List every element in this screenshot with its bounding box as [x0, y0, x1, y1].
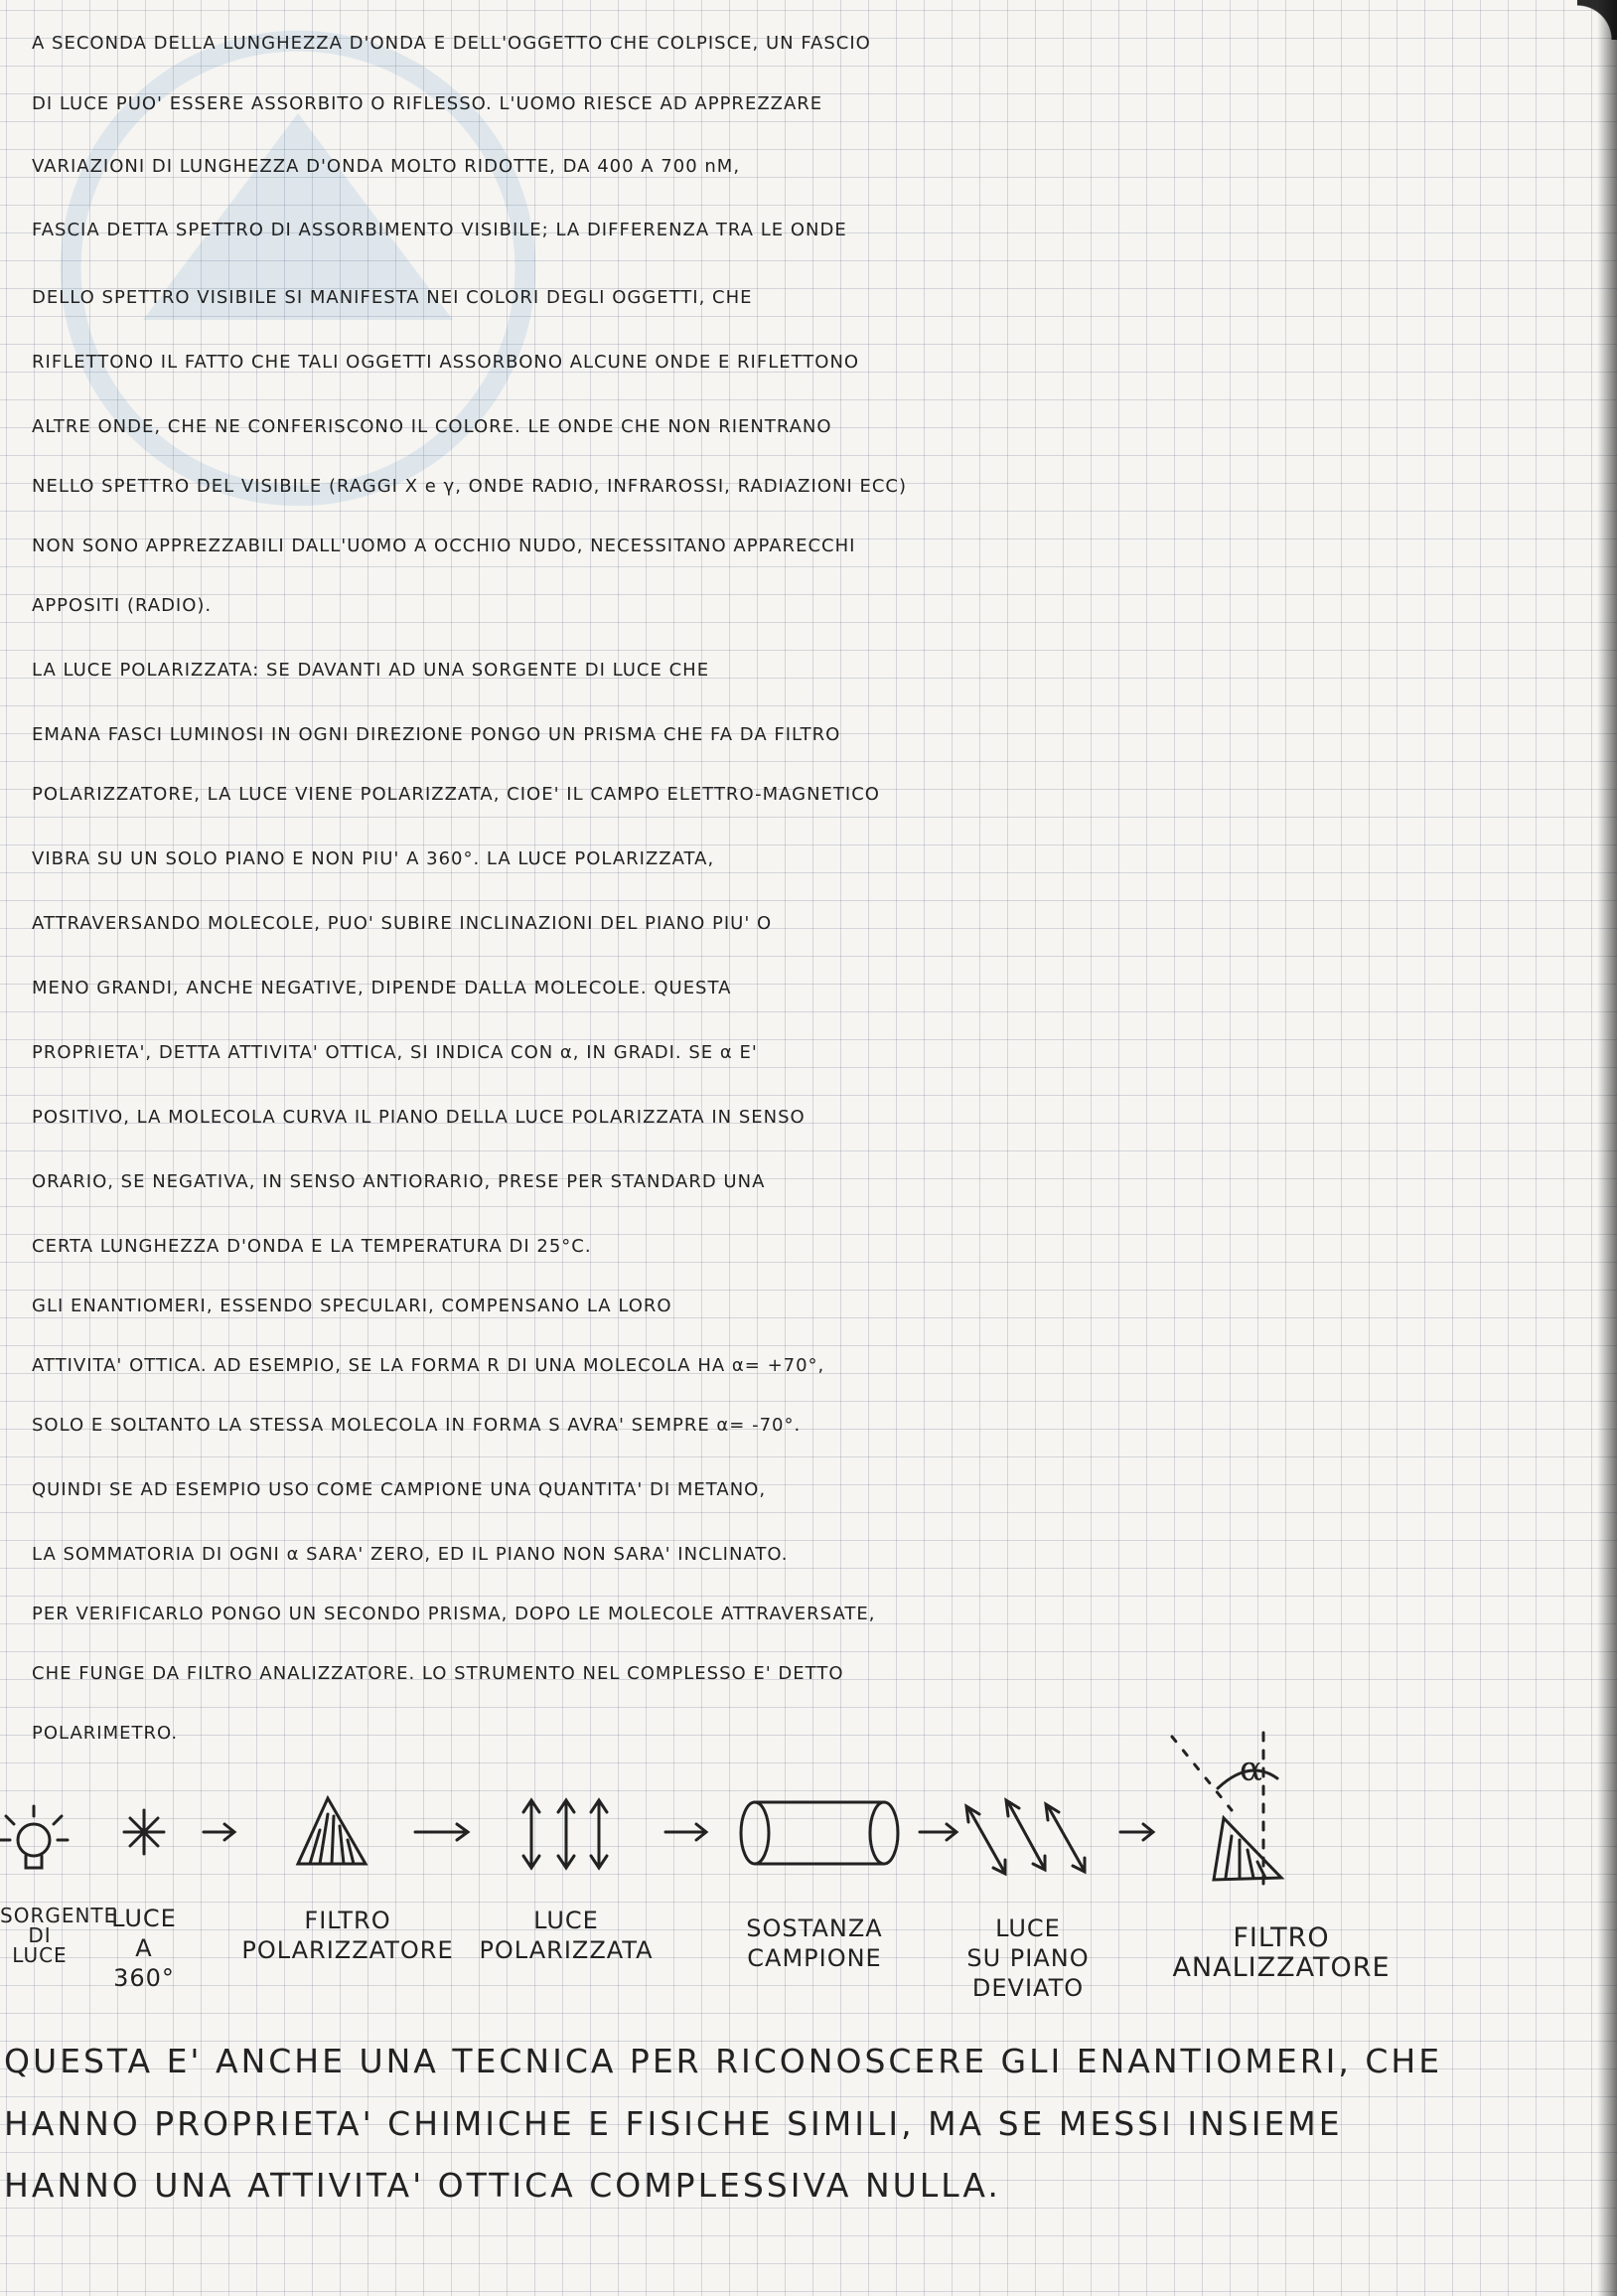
text-line: QUESTA E' ANCHE UNA TECNICA PER RICONOSCERE GLI ENANTIOMERI, CHE: [4, 2042, 1443, 2080]
page-corner: [1577, 0, 1617, 40]
text-line: DELLO SPETTRO VISIBILE SI MANIFESTA NEI COLORI DEGLI OGGETTI, CHE: [32, 287, 753, 308]
text-line: VARIAZIONI DI LUNGHEZZA D'ONDA MOLTO RIDOTTE, DA 400 A 700 nM,: [32, 156, 741, 177]
text-line: POLARIZZATORE, LA LUCE VIENE POLARIZZATA, CIOE' IL CAMPO ELETTRO-MAGNETICO: [32, 784, 880, 805]
analyzer-prism-icon: [1172, 1733, 1281, 1888]
alpha-symbol: α: [1240, 1750, 1262, 1789]
arrow-icon: [665, 1824, 706, 1840]
text-line: CERTA LUNGHEZZA D'ONDA E LA TEMPERATURA DI 25°C.: [32, 1236, 592, 1257]
text-line: CHE FUNGE DA FILTRO ANALIZZATORE. LO STRUMENTO NEL COMPLESSO E' DETTO: [32, 1663, 844, 1684]
text-line: VIBRA SU UN SOLO PIANO E NON PIU' A 360°. LA LUCE POLARIZZATA,: [32, 848, 715, 869]
label-polarizer-filter: FILTRO POLARIZZATORE: [241, 1907, 454, 1964]
text-line: HANNO UNA ATTIVITA' OTTICA COMPLESSIVA NULLA.: [4, 2166, 1001, 2205]
text-line: PER VERIFICARLO PONGO UN SECONDO PRISMA, DOPO LE MOLECOLE ATTRAVERSATE,: [32, 1604, 876, 1624]
text-line: NON SONO APPREZZABILI DALL'UOMO A OCCHIO NUDO, NECESSITANO APPARECCHI: [32, 536, 856, 556]
polarizer-prism-icon: [298, 1798, 366, 1864]
text-line: SOLO E SOLTANTO LA STESSA MOLECOLA IN FORMA S AVRA' SEMPRE α= -70°.: [32, 1415, 802, 1436]
text-line: GLI ENANTIOMERI, ESSENDO SPECULARI, COMPENSANO LA LORO: [32, 1296, 672, 1316]
text-line: APPOSITI (RADIO).: [32, 595, 213, 616]
text-line: RIFLETTONO IL FATTO CHE TALI OGGETTI ASSORBONO ALCUNE ONDE E RIFLETTONO: [32, 352, 860, 373]
text-line: PROPRIETA', DETTA ATTIVITA' OTTICA, SI INDICA CON α, IN GRADI. SE α E': [32, 1042, 758, 1063]
arrow-icon: [1120, 1824, 1153, 1840]
arrow-icon: [415, 1824, 468, 1840]
text-line: LA SOMMATORIA DI OGNI α SARA' ZERO, ED IL PIANO NON SARA' INCLINATO.: [32, 1544, 789, 1565]
sample-tube-icon: [741, 1802, 898, 1864]
text-line: ATTRAVERSANDO MOLECOLE, PUO' SUBIRE INCLINAZIONI DEL PIANO PIU' O: [32, 913, 773, 934]
text-line: MENO GRANDI, ANCHE NEGATIVE, DIPENDE DALLA MOLECOLE. QUESTA: [32, 978, 732, 998]
text-line: FASCIA DETTA SPETTRO DI ASSORBIMENTO VISIBILE; LA DIFFERENZA TRA LE ONDE: [32, 220, 847, 240]
text-line: A SECONDA DELLA LUNGHEZZA D'ONDA E DELL'OGGETTO CHE COLPISCE, UN FASCIO: [32, 33, 871, 54]
section-heading-line: LA LUCE POLARIZZATA: SE DAVANTI AD UNA SORGENTE DI LUCE CHE: [32, 660, 710, 681]
text-line: EMANA FASCI LUMINOSI IN OGNI DIREZIONE PONGO UN PRISMA CHE FA DA FILTRO: [32, 724, 841, 745]
polarimeter-diagram: [0, 1729, 1617, 2027]
arrow-icon: [920, 1824, 956, 1840]
label-light-360: LUCE A 360°: [111, 1905, 177, 1992]
text-line: POLARIMETRO.: [32, 1723, 179, 1744]
text-line: ORARIO, SE NEGATIVA, IN SENSO ANTIORARIO, PRESE PER STANDARD UNA: [32, 1171, 766, 1192]
text-line: HANNO PROPRIETA' CHIMICHE E FISICHE SIMILI, MA SE MESSI INSIEME: [4, 2104, 1343, 2143]
text-line: ATTIVITA' OTTICA. AD ESEMPIO, SE LA FORMA R DI UNA MOLECOLA HA α= +70°,: [32, 1355, 825, 1376]
text-line: QUINDI SE AD ESEMPIO USO COME CAMPIONE UNA QUANTITA' DI METANO,: [32, 1479, 767, 1500]
text-line: NELLO SPETTRO DEL VISIBILE (RAGGI X e γ, ONDE RADIO, INFRAROSSI, RADIAZIONI ECC): [32, 476, 908, 497]
label-light-source: SORGENTE DI LUCE: [0, 1904, 118, 1967]
deviated-light-arrows-icon: [966, 1800, 1085, 1874]
polarized-light-arrows-icon: [523, 1800, 607, 1868]
text-line: DI LUCE PUO' ESSERE ASSORBITO O RIFLESSO. L'UOMO RIESCE AD APPREZZARE: [32, 93, 823, 114]
arrow-icon: [204, 1824, 234, 1840]
label-polarized-light: LUCE POLARIZZATA: [479, 1907, 654, 1964]
label-deviated-light: LUCE SU PIANO DEVIATO: [966, 1914, 1090, 2002]
label-analyzer-filter: FILTRO ANALIZZATORE: [1172, 1922, 1391, 1983]
label-sample-substance: SOSTANZA CAMPIONE: [746, 1914, 883, 1972]
text-line: POSITIVO, LA MOLECOLA CURVA IL PIANO DELLA LUCE POLARIZZATA IN SENSO: [32, 1107, 806, 1128]
text-line: ALTRE ONDE, CHE NE CONFERISCONO IL COLORE. LE ONDE CHE NON RIENTRANO: [32, 416, 832, 437]
light-360-icon: [124, 1810, 164, 1854]
light-bulb-icon: [0, 1806, 68, 1868]
